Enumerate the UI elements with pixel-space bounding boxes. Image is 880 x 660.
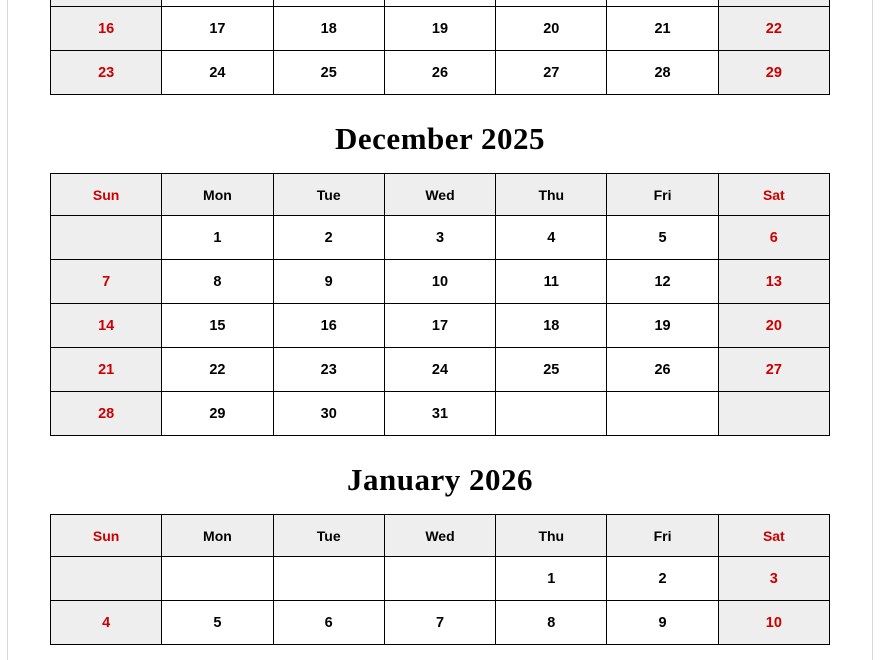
month-title: December 2025 — [335, 121, 545, 156]
day-cell-empty — [51, 557, 162, 601]
day-cell[interactable]: 23 — [51, 51, 162, 95]
week-row — [51, 7, 830, 51]
month-block — [50, 462, 830, 645]
week-row — [51, 304, 830, 348]
day-cell[interactable]: 29 — [162, 392, 273, 436]
day-cell[interactable]: 10 — [384, 260, 495, 304]
day-cell[interactable]: 25 — [273, 51, 384, 95]
day-cell[interactable]: 22 — [162, 348, 273, 392]
day-cell-empty — [162, 557, 273, 601]
day-cell[interactable]: 6 — [718, 216, 829, 260]
day-cell[interactable]: 22 — [718, 7, 829, 51]
day-cell[interactable]: 24 — [162, 51, 273, 95]
day-cell[interactable]: 6 — [273, 601, 384, 645]
day-cell[interactable]: 31 — [384, 392, 495, 436]
day-cell[interactable]: 26 — [607, 348, 718, 392]
weekday-header-sun: Sun — [51, 515, 162, 557]
day-cell[interactable]: 20 — [718, 304, 829, 348]
day-cell[interactable]: 13 — [718, 260, 829, 304]
day-cell[interactable]: 29 — [718, 51, 829, 95]
day-cell[interactable]: 23 — [273, 348, 384, 392]
day-cell[interactable]: 21 — [607, 7, 718, 51]
day-cell-empty — [607, 392, 718, 436]
week-row — [51, 216, 830, 260]
month-grid — [50, 0, 830, 95]
day-cell[interactable]: 5 — [607, 216, 718, 260]
weekday-header-sun: Sun — [51, 174, 162, 216]
weekday-header-wed: Wed — [384, 515, 495, 557]
day-cell[interactable]: 7 — [51, 260, 162, 304]
day-cell[interactable]: 19 — [607, 304, 718, 348]
day-cell[interactable]: 3 — [718, 557, 829, 601]
day-cell[interactable]: 18 — [496, 304, 607, 348]
day-cell-empty — [718, 392, 829, 436]
day-cell[interactable]: 4 — [496, 216, 607, 260]
day-cell-empty — [496, 392, 607, 436]
week-row — [51, 260, 830, 304]
weekday-header-wed: Wed — [384, 174, 495, 216]
week-row — [51, 51, 830, 95]
weekday-header-mon: Mon — [162, 174, 273, 216]
day-cell[interactable]: 28 — [607, 51, 718, 95]
day-cell[interactable]: 17 — [162, 7, 273, 51]
week-row — [51, 557, 830, 601]
weekday-header-thu: Thu — [496, 174, 607, 216]
week-row — [51, 392, 830, 436]
day-cell[interactable]: 27 — [496, 51, 607, 95]
weekday-header-row — [51, 515, 830, 557]
weekday-header-sat: Sat — [718, 515, 829, 557]
weekday-header-sat: Sat — [718, 174, 829, 216]
day-cell[interactable]: 10 — [718, 601, 829, 645]
week-row — [51, 348, 830, 392]
day-cell[interactable]: 11 — [496, 260, 607, 304]
weekday-header-tue: Tue — [273, 174, 384, 216]
day-cell[interactable]: 27 — [718, 348, 829, 392]
day-cell[interactable]: 4 — [51, 601, 162, 645]
day-cell[interactable]: 19 — [384, 7, 495, 51]
month-block — [50, 121, 830, 436]
day-cell[interactable]: 18 — [273, 7, 384, 51]
weekday-header-thu: Thu — [496, 515, 607, 557]
day-cell[interactable]: 3 — [384, 216, 495, 260]
day-cell[interactable]: 24 — [384, 348, 495, 392]
day-cell[interactable]: 17 — [384, 304, 495, 348]
day-cell[interactable]: 9 — [273, 260, 384, 304]
day-cell[interactable]: 2 — [273, 216, 384, 260]
weekday-header-row — [51, 174, 830, 216]
day-cell[interactable]: 1 — [162, 216, 273, 260]
day-cell[interactable]: 8 — [496, 601, 607, 645]
day-cell[interactable]: 26 — [384, 51, 495, 95]
day-cell[interactable]: 16 — [273, 304, 384, 348]
day-cell[interactable]: 14 — [51, 304, 162, 348]
day-cell[interactable]: 1 — [496, 557, 607, 601]
page-left-edge — [7, 0, 8, 660]
day-cell[interactable]: 7 — [384, 601, 495, 645]
week-row — [51, 601, 830, 645]
calendar-content — [50, 0, 830, 645]
weekday-header-fri: Fri — [607, 174, 718, 216]
month-grid — [50, 514, 830, 645]
day-cell[interactable]: 20 — [496, 7, 607, 51]
day-cell-empty — [51, 216, 162, 260]
month-title: January 2026 — [347, 462, 533, 497]
day-cell[interactable]: 16 — [51, 7, 162, 51]
day-cell-empty — [273, 557, 384, 601]
day-cell[interactable]: 12 — [607, 260, 718, 304]
weekday-header-mon: Mon — [162, 515, 273, 557]
day-cell-empty — [384, 557, 495, 601]
day-cell[interactable]: 25 — [496, 348, 607, 392]
day-cell[interactable]: 5 — [162, 601, 273, 645]
weekday-header-fri: Fri — [607, 515, 718, 557]
day-cell[interactable]: 2 — [607, 557, 718, 601]
day-cell[interactable]: 9 — [607, 601, 718, 645]
month-grid — [50, 173, 830, 436]
day-cell[interactable]: 30 — [273, 392, 384, 436]
day-cell[interactable]: 15 — [162, 304, 273, 348]
month-block — [50, 0, 830, 95]
day-cell[interactable]: 28 — [51, 392, 162, 436]
day-cell[interactable]: 8 — [162, 260, 273, 304]
day-cell[interactable]: 21 — [51, 348, 162, 392]
page-right-edge — [872, 0, 873, 660]
weekday-header-tue: Tue — [273, 515, 384, 557]
